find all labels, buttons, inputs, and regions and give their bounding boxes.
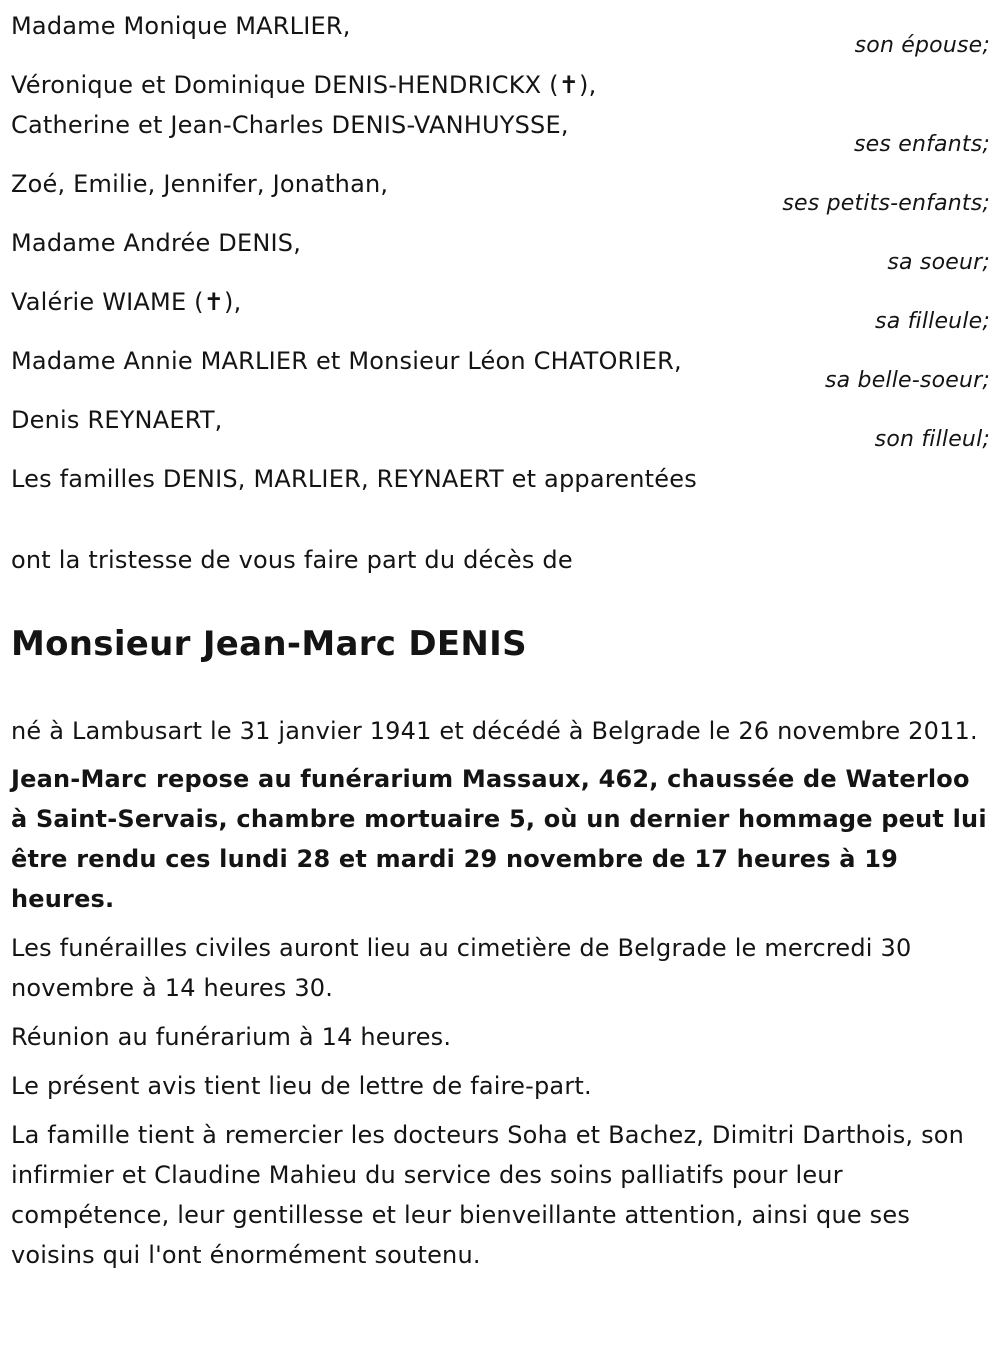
birth-death-text: né à Lambusart le 31 janvier 1941 et décédé à Belgrade le 26 novembre 2011. bbox=[11, 717, 978, 745]
mourner-entry bbox=[11, 65, 990, 164]
mourner-entry bbox=[11, 400, 990, 459]
viewing-text: Jean-Marc repose au funérarium Massaux, 462, chaussée de Waterloo à Saint-Servais, chambre mortuaire 5, où un dernier hommage peut lui être rendu ces lundi 28 et mardi 29 novembre de 17 heures à 19 heures. bbox=[11, 765, 987, 913]
mourner-name: Valérie WIAME (✝), bbox=[11, 288, 242, 316]
notice-text: Le présent avis tient lieu de lettre de faire-part. bbox=[11, 1072, 592, 1100]
mourner-relation: sa belle-soeur; bbox=[825, 368, 990, 393]
mourner-relation: ses enfants; bbox=[853, 132, 990, 157]
mourner-entry bbox=[11, 341, 990, 400]
mourner-entry bbox=[11, 282, 990, 341]
mourner-name: Les familles DENIS, MARLIER, REYNAERT et apparentées bbox=[11, 465, 697, 493]
mourner-relation: sa soeur; bbox=[887, 250, 990, 275]
mourner-relation: son filleul; bbox=[874, 427, 990, 452]
mourner-name: Madame Annie MARLIER et Monsieur Léon CHATORIER, bbox=[11, 347, 682, 375]
mourner-name: Zoé, Emilie, Jennifer, Jonathan, bbox=[11, 170, 389, 198]
mourner-entry bbox=[11, 164, 990, 223]
mourner-relation: ses petits-enfants; bbox=[782, 191, 990, 216]
thanks-text: La famille tient à remercier les docteurs Soha et Bachez, Dimitri Darthois, son infirmier et Claudine Mahieu du service des soins palliatifs pour leur compétence, leur gentillesse et leur bienveillante attention, ainsi que ses voisins qui l'ont énormément soutenu. bbox=[11, 1121, 965, 1269]
mourner-name: Madame Monique MARLIER, bbox=[11, 12, 351, 40]
mourner-name: Véronique et Dominique DENIS-HENDRICKX (✝), bbox=[11, 71, 597, 99]
deceased-name: Monsieur Jean-Marc DENIS bbox=[11, 624, 527, 664]
mourner-entry bbox=[11, 0, 990, 65]
mourner-name: Catherine et Jean-Charles DENIS-VANHUYSSE, bbox=[11, 111, 569, 139]
mourner-name: Madame Andrée DENIS, bbox=[11, 229, 302, 257]
mourner-relation: son épouse; bbox=[854, 33, 990, 58]
mourner-name: Denis REYNAERT, bbox=[11, 406, 223, 434]
mourner-relation: sa filleule; bbox=[875, 309, 990, 334]
funeral-text: Les funérailles civiles auront lieu au cimetière de Belgrade le mercredi 30 novembre à 14 heures 30. bbox=[11, 934, 912, 1002]
meeting-text: Réunion au funérarium à 14 heures. bbox=[11, 1023, 452, 1051]
mourner-entry bbox=[11, 459, 990, 499]
mourner-entry bbox=[11, 223, 990, 282]
announcement-text: ont la tristesse de vous faire part du décès de bbox=[11, 546, 573, 574]
